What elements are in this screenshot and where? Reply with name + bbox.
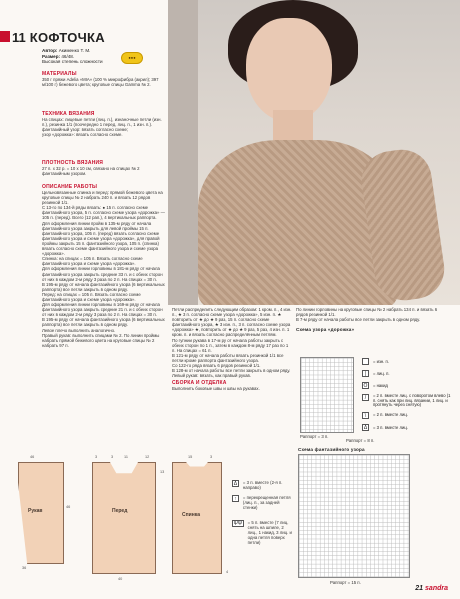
page-footer bbox=[415, 585, 448, 592]
technique-p1: На спицах: лицевые петли (лиц. п.), изнаночные петли (изн. п.), резинка 1/1 (поочередно 1 перед. лиц. п., 1 изн. п.). bbox=[42, 117, 162, 128]
materials-section bbox=[42, 71, 166, 87]
fancy-pattern-chart bbox=[298, 454, 410, 578]
legend-label: = 3 п. вместе лиц. bbox=[373, 425, 408, 430]
legend-label: = 2 п. вместе лиц. с поворотом влево (1 п. снять как при лиц. вязании, 1 лиц. и протянуть через снятую) bbox=[372, 393, 451, 408]
legend-item-4 bbox=[362, 394, 452, 408]
legend-item-2 bbox=[362, 370, 390, 377]
scheme1-title: Схема узора «дорожка» bbox=[296, 327, 355, 333]
materials-heading: МАТЕРИАЛЫ bbox=[42, 71, 77, 77]
rapport-8: Раппорт = 8 п. bbox=[346, 438, 375, 443]
background-pillar bbox=[168, 0, 198, 305]
middle-p6: Левый рукав: вязать, как правый рукав. bbox=[172, 373, 251, 379]
description-p11: Правый рукав: выполнить спицами № 2. По линии проймы набрать прямой бежевого цвета на круговые спицы № 2 набрать 97 п. bbox=[42, 332, 160, 348]
description-p3: Для оформления линии пройм в 135-м ряду от начала фантазийного узора закрыть для левой проймы 15 п. фантазийного узора, 105 п. (перед) вязать согласно схеме фантазийного узора и схеме узора «дорожка», для правой проймы закрыть 15 п. фантазийного узора, 105 п. (спинка) вязать согласно схеме фантазийного узора и схеме узора «дорожка». bbox=[42, 220, 160, 257]
dim-front-neck-depth: 3 bbox=[111, 455, 114, 459]
size-label: Размер: bbox=[42, 53, 61, 59]
legend-symbol: \ bbox=[362, 412, 369, 419]
legend-symbol: | bbox=[362, 370, 369, 377]
scheme2-rapport: Раппорт = 15 п. bbox=[330, 580, 361, 585]
technique-heading: ТЕХНИКА ВЯЗАНИЯ bbox=[42, 111, 95, 117]
middle-p3: В 121-м ряду от начала работы вязать резинкой 1/1 все петли кроме раппорта фантазийного узора. bbox=[172, 352, 284, 363]
scheme2-title: Схема фантазийного узора bbox=[298, 447, 365, 452]
brand-name: sandra bbox=[425, 585, 448, 592]
description-p5: Для оформления линии горловины в 181-м ряду от начала фантазийного узора закрыть средние 33 п. и с обеих сторон от них в каждом 2-м ряду 3 раза по 2 п. На спицах = 30 п. bbox=[42, 266, 163, 282]
mid-legend-3 bbox=[232, 520, 294, 545]
model-photo bbox=[168, 0, 460, 305]
legend-item-3 bbox=[362, 382, 388, 389]
back-label: Спинка bbox=[182, 512, 201, 518]
page-title bbox=[12, 30, 105, 45]
chart-grid bbox=[299, 455, 409, 577]
legend-item-6 bbox=[362, 424, 408, 431]
legend-label: = 2 п. вместе лиц. bbox=[373, 412, 408, 417]
description-p2: С 13-го по 134-й ряды вязать: ● 15 п. согласно схеме фантазийного узора, 5 п. согласно схеме узора «дорожка» — 105 п. (перед). Всего (12 рап.), 4 вертикальных раппорта. bbox=[42, 205, 165, 221]
front-label: Перед bbox=[112, 508, 128, 514]
size-value: 46/48. bbox=[61, 53, 75, 59]
dim-back-neck-depth: 3 bbox=[210, 455, 213, 459]
mid-legend-2 bbox=[232, 495, 292, 510]
description-p6: В 195-м ряду от начала фантазийного узора (6 вертикальных раппорта) все петли закрыть в одном ряду. bbox=[42, 281, 165, 292]
density-heading: ПЛОТНОСТЬ ВЯЗАНИЯ bbox=[42, 160, 104, 166]
model-face bbox=[246, 18, 332, 122]
middle-column bbox=[172, 307, 292, 392]
project-number: 11 bbox=[12, 30, 26, 45]
author-label: Автор: bbox=[42, 48, 58, 53]
legend-symbol: ΨΨ bbox=[233, 521, 242, 527]
description-p7: Перед: на спицах = 105 п. Вязать согласно схеме фантазийного узора и схеме узора «дорожка». bbox=[42, 291, 141, 302]
difficulty-badge: ●●● bbox=[121, 52, 143, 64]
middle-p5: В 128-м от начала работы все петли закрыть в одном ряду. bbox=[172, 368, 291, 374]
dim-sleeve-width: 46 bbox=[30, 455, 35, 459]
right-column bbox=[296, 307, 450, 332]
legend-item-5 bbox=[362, 412, 452, 419]
dim-sleeve-cuff: 36 bbox=[22, 566, 27, 570]
legend-symbol: Δ bbox=[233, 481, 238, 487]
assembly-text: Выполнить боковые швы и швы на рукавах. bbox=[172, 386, 260, 392]
front-schematic bbox=[92, 462, 156, 574]
scheme1-rapport: Раппорт = 3 п. bbox=[300, 434, 329, 439]
description-p10: Левое плечо выполнить аналогично. bbox=[42, 327, 116, 333]
description-p1: Цельновязанные спинка и перед: прямой бежевого цвета на круговые спицы № 2 набрать 240 п. и вязать 12 рядов резинкой 1/1. bbox=[42, 190, 163, 206]
dim-front-width: 40 bbox=[118, 577, 123, 581]
technique-section bbox=[42, 111, 166, 137]
author-value: Акименко Т. М. bbox=[58, 48, 91, 53]
middle-p1: Петли распределить следующим образом: 1 кром. п., 4 изн. п., ★ 3 п. согласно схеме узора «дорожка», 5 изн. п. ★ повторить от ★ до ★ 9 раз, 15 п. согласно схеме фантазийного узора, ★ 3 изн. п., 3 п. согласно схеме узора «дорожка» ★, повторить от ★ до ★ 9 раз, 5 раз, 4 изн. п. 1 кром. п. и вязать согласно распределённым петлям. bbox=[172, 307, 292, 338]
legend-symbol: O bbox=[363, 383, 368, 389]
density-text: 27 п. x 32 р. = 10 x 10 см, связано на спицах № 2 фантазийным узором. bbox=[42, 166, 140, 177]
title-accent-bar bbox=[0, 31, 10, 42]
legend-symbol bbox=[362, 358, 369, 365]
density-section bbox=[42, 160, 166, 176]
dim-sleeve-length: 46 bbox=[66, 505, 71, 509]
project-title: КОФТОЧКА bbox=[29, 30, 105, 45]
description-p4: Спинка: на спицах = 105 п. Вязать согласно схеме фантазийного узора и схеме узора «дорожка». bbox=[42, 256, 143, 267]
materials-text: 350 г пряжи Adelia «MIA» (100 % микрофибра (акрил); 397 м/100 г) бежевого цвета; круговые спицы Gamma № 2. bbox=[42, 77, 159, 88]
dim-back-neck: 15 bbox=[188, 455, 193, 459]
right-p1: По линии горловины на круговые спицы № 2 набрать 134 п. и вязать 6 рядов резинкой 1/1. bbox=[296, 307, 438, 318]
description-p9: В 195-м ряду от начала фантазийного узора (6 вертикальных раппорта) все петли закрыть в одном ряду. bbox=[42, 317, 165, 328]
description-heading: ОПИСАНИЕ РАБОТЫ bbox=[42, 184, 98, 190]
project-meta bbox=[42, 48, 162, 65]
dim-armhole: 13 bbox=[160, 470, 165, 474]
legend-symbol: ↑ bbox=[232, 495, 239, 502]
middle-p2: По гупнии рукава в 17-м ру от начала работы закрыть с обеих сторон по 1 п., затем в каждом 8-м ряду 17 раз по 1 п. На спицах = 61 п. bbox=[172, 337, 289, 353]
legend-label: = изн. п. bbox=[373, 359, 389, 364]
middle-p4: Со 122-го ряда вязать 6 рядов резинкой 1/1. bbox=[172, 363, 261, 369]
chart-grid bbox=[301, 358, 353, 432]
legend-symbol: Δ bbox=[363, 425, 368, 431]
legend-item-1 bbox=[362, 358, 389, 365]
assembly-heading: СБОРКА И ОТДЕЛКА bbox=[172, 380, 227, 387]
right-p2: В 7-м ряду от начала работы все петли закрыть в одном ряду. bbox=[296, 317, 421, 323]
track-pattern-chart bbox=[300, 357, 354, 433]
legend-label: = перекрещенная петля (лиц. п., за задней стенки) bbox=[242, 495, 291, 511]
page-number: 21 bbox=[415, 585, 424, 592]
difficulty: Высокая степень сложности bbox=[42, 59, 103, 65]
legend-label: = накид bbox=[373, 383, 388, 388]
description-p8: Для оформления линии горловины в 169-м ряду от начала фантазийного узора закрыть средние 21 п. и с обеих сторон от них в каждом 2-м ряду 3 раза по 2 п. На спицах = 30 п. bbox=[42, 302, 163, 318]
technique-p2: фантазийный узор: вязать согласно схеме; bbox=[42, 127, 129, 133]
legend-label: = лиц. п. bbox=[373, 371, 390, 376]
dim-front-shoulder-2: 12 bbox=[145, 455, 150, 459]
description-section bbox=[42, 184, 168, 348]
mid-legend-1 bbox=[232, 480, 292, 490]
technique-p3: узор «дорожка»: вязать согласно схеме. bbox=[42, 132, 123, 138]
legend-label: = 5 п. вместе (7 лиц. снять на шпиле, 2 лиц., 1 накид, 3 лиц. и одна петля поверх петли) bbox=[247, 520, 292, 546]
legend-label: = 3 п. вместе (2-я п. направо) bbox=[242, 480, 283, 491]
sleeve-label: Рукав bbox=[28, 508, 43, 514]
back-schematic bbox=[172, 462, 222, 574]
legend-symbol: / bbox=[362, 394, 369, 401]
dim-front-neck-width: 11 bbox=[124, 455, 128, 459]
dim-front-shoulder: 3 bbox=[95, 455, 98, 459]
dim-hem: 4 bbox=[226, 570, 229, 574]
